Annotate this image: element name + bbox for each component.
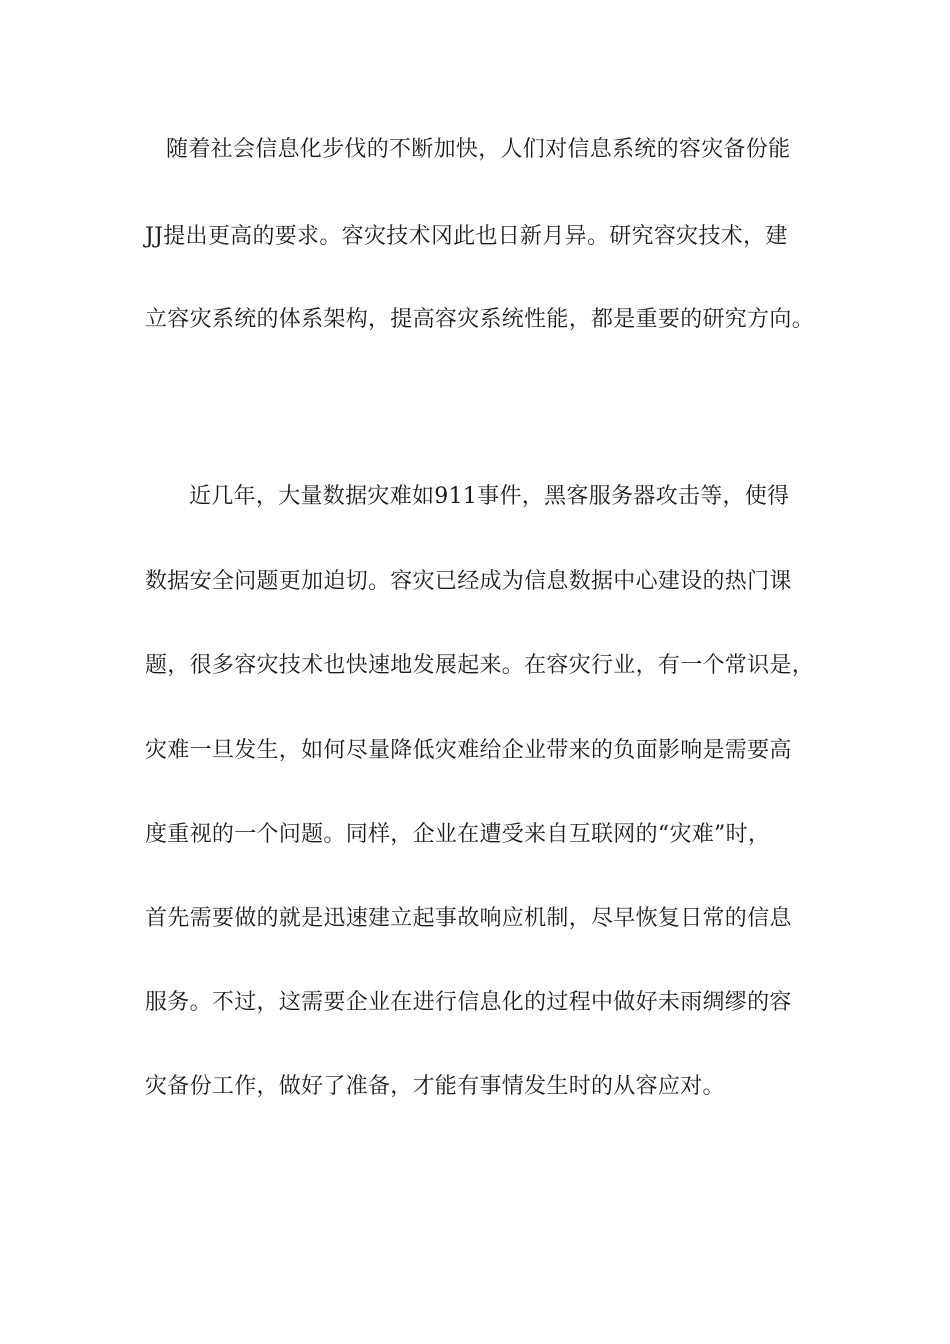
paragraph-2-line-3: 题，很多容灾技术也快速地发展起来。在容灾行业，有一个常识是， bbox=[145, 653, 815, 678]
paragraph-2-line-6: 首先需要做的就是迅速建立起事故响应机制，尽早恢复日常的信息 bbox=[145, 906, 792, 931]
paragraph-2-line-8: 灾备份工作，做好了准备，才能有事情发生时的从容应对。 bbox=[145, 1074, 725, 1099]
paragraph-2-line-5: 度重视的一个问题。同样，企业在遭受来自互联网的“灾难”时， bbox=[145, 822, 771, 847]
paragraph-2-line-1: 近几年，大量数据灾难如911事件，黑客服务器攻击等，使得 bbox=[189, 484, 790, 509]
paragraph-1-line-1: 随着社会信息化步伐的不断加快，人们对信息系统的容灾备份能 bbox=[166, 137, 791, 162]
paragraph-2-line-2: 数据安全问题更加迫切。容灾已经成为信息数据中心建设的热门课 bbox=[145, 569, 792, 594]
paragraph-2-line-4: 灾难一旦发生，如何尽量降低灾难给企业带来的负面影响是需要高 bbox=[145, 738, 792, 763]
paragraph-2-line-7: 服务。不过，这需要企业在进行信息化的过程中做好未雨绸缪的容 bbox=[145, 990, 792, 1015]
paragraph-1-line-3: 立容灾系统的体系架构，提高容灾系统性能，都是重要的研究方向。 bbox=[145, 307, 815, 332]
paragraph-1-line-2: JJ提出更高的要求。容灾技术冈此也日新月异。研究容灾技术，建 bbox=[145, 224, 788, 249]
